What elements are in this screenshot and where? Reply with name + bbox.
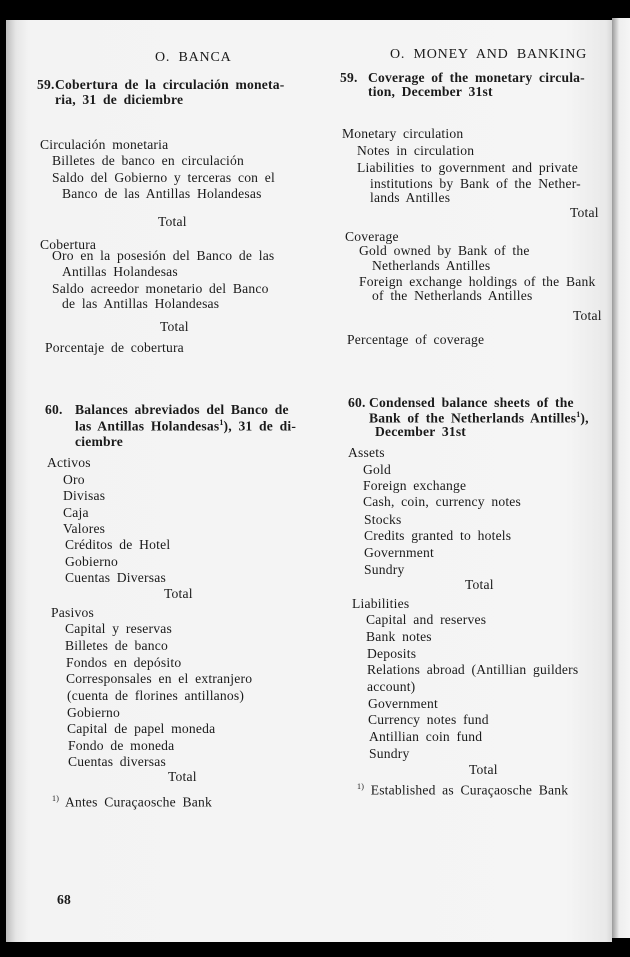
row-label: Oro xyxy=(63,472,85,487)
table-title: Balances abreviados del Banco de xyxy=(75,402,289,417)
total-label: Total xyxy=(168,769,197,784)
table-title: December 31st xyxy=(375,424,467,439)
row-label: Cuentas Diversas xyxy=(65,570,166,585)
row-label: Billetes de banco xyxy=(65,638,169,653)
row-label: Capital and reserves xyxy=(366,612,487,627)
row-label: Bank notes xyxy=(366,629,432,644)
row-label: Sundry xyxy=(369,746,410,761)
table-title: ciembre xyxy=(75,434,123,449)
row-label: Capital y reservas xyxy=(65,621,172,636)
row-label: Stocks xyxy=(364,512,402,527)
row-label: institutions by Bank of the Nether- xyxy=(370,176,581,191)
row-label: Créditos de Hotel xyxy=(65,537,171,552)
row-label: Gold owned by Bank of the xyxy=(359,243,530,258)
row-label: Netherlands Antilles xyxy=(372,258,491,273)
table-title: Cobertura de la circulación moneta- xyxy=(55,77,285,92)
total-label: Total xyxy=(158,214,187,229)
row-label: de las Antillas Holandesas xyxy=(62,296,220,311)
row-label: Credits granted to hotels xyxy=(364,528,512,543)
row-label: Cuentas diversas xyxy=(68,754,166,769)
total-label: Total xyxy=(469,762,498,777)
row-label: Government xyxy=(364,545,434,560)
row-label: Liabilities to government and private xyxy=(357,160,578,175)
table-number: 59. xyxy=(37,77,55,92)
row-label: Relations abroad (Antillian guilders xyxy=(367,662,579,677)
row-label: Antillian coin fund xyxy=(369,729,483,744)
row-label: Coverage xyxy=(345,229,399,244)
row-label: Deposits xyxy=(367,646,417,661)
row-label: of the Netherlands Antilles xyxy=(372,288,533,303)
next-page-edge xyxy=(612,18,630,938)
row-label: Foreign exchange holdings of the Bank xyxy=(359,274,596,289)
row-label: Notes in circulation xyxy=(357,143,475,158)
row-label: Fondos en depósito xyxy=(66,655,182,670)
row-label: Assets xyxy=(348,445,385,460)
row-label: Cash, coin, currency notes xyxy=(363,494,522,509)
row-label: (cuenta de florines antillanos) xyxy=(67,688,245,703)
table-number: 60. xyxy=(348,395,366,410)
section-header: O. BANCA xyxy=(155,50,232,65)
footnote: $^{1)}$ Antes Curaçaosche Bank xyxy=(52,794,212,810)
row-label: Antillas Holandesas xyxy=(62,264,178,279)
row-label: account) xyxy=(367,679,416,694)
row-label: Saldo acreedor monetario del Banco xyxy=(52,281,269,296)
row-label: Billetes de banco en circulación xyxy=(52,153,245,168)
row-label: lands Antilles xyxy=(370,190,451,205)
page-number: 68 xyxy=(57,892,71,907)
row-label: Gobierno xyxy=(65,554,118,569)
table-title: las Antillas Holandesas$^1$), 31 de di- xyxy=(75,418,297,434)
row-label: Activos xyxy=(47,455,91,470)
row-label: Percentage of coverage xyxy=(347,332,485,347)
row-label: Sundry xyxy=(364,562,405,577)
table-title: ria, 31 de diciembre xyxy=(55,92,184,107)
row-label: Monetary circulation xyxy=(342,126,464,141)
section-header: O. MONEY AND BANKING xyxy=(390,47,588,62)
row-label: Banco de las Antillas Holandesas xyxy=(62,186,262,201)
row-label: Caja xyxy=(63,505,89,520)
row-label: Fondo de moneda xyxy=(68,738,175,753)
row-label: Gobierno xyxy=(67,705,120,720)
table-title: tion, December 31st xyxy=(368,84,493,99)
row-label: Oro en la posesión del Banco de las xyxy=(52,248,275,263)
row-label: Porcentaje de cobertura xyxy=(45,340,184,355)
total-label: Total xyxy=(160,319,189,334)
total-label: Total xyxy=(164,586,193,601)
table-title: Condensed balance sheets of the xyxy=(369,395,574,410)
row-label: Valores xyxy=(63,521,106,536)
row-label: Foreign exchange xyxy=(363,478,467,493)
total-label: Total xyxy=(573,308,602,323)
row-label: Government xyxy=(368,696,438,711)
row-label: Circulación monetaria xyxy=(40,137,169,152)
row-label: Saldo del Gobierno y terceras con el xyxy=(52,170,275,185)
total-label: Total xyxy=(570,205,599,220)
row-label: Liabilities xyxy=(352,596,410,611)
row-label: Divisas xyxy=(63,488,106,503)
table-title: Coverage of the monetary circula- xyxy=(368,70,585,85)
table-number: 60. xyxy=(45,402,63,417)
row-label: Gold xyxy=(363,462,391,477)
row-label: Cobertura xyxy=(40,237,97,252)
row-label: Corresponsales en el extranjero xyxy=(66,671,253,686)
row-label: Pasivos xyxy=(51,605,94,620)
total-label: Total xyxy=(465,577,494,592)
footnote: $^{1)}$ Established as Curaçaosche Bank xyxy=(357,782,569,798)
row-label: Currency notes fund xyxy=(368,712,489,727)
row-label: Capital de papel moneda xyxy=(67,721,216,736)
table-title: Bank of the Netherlands Antilles$^1$), xyxy=(369,410,589,426)
table-number: 59. xyxy=(340,70,358,85)
